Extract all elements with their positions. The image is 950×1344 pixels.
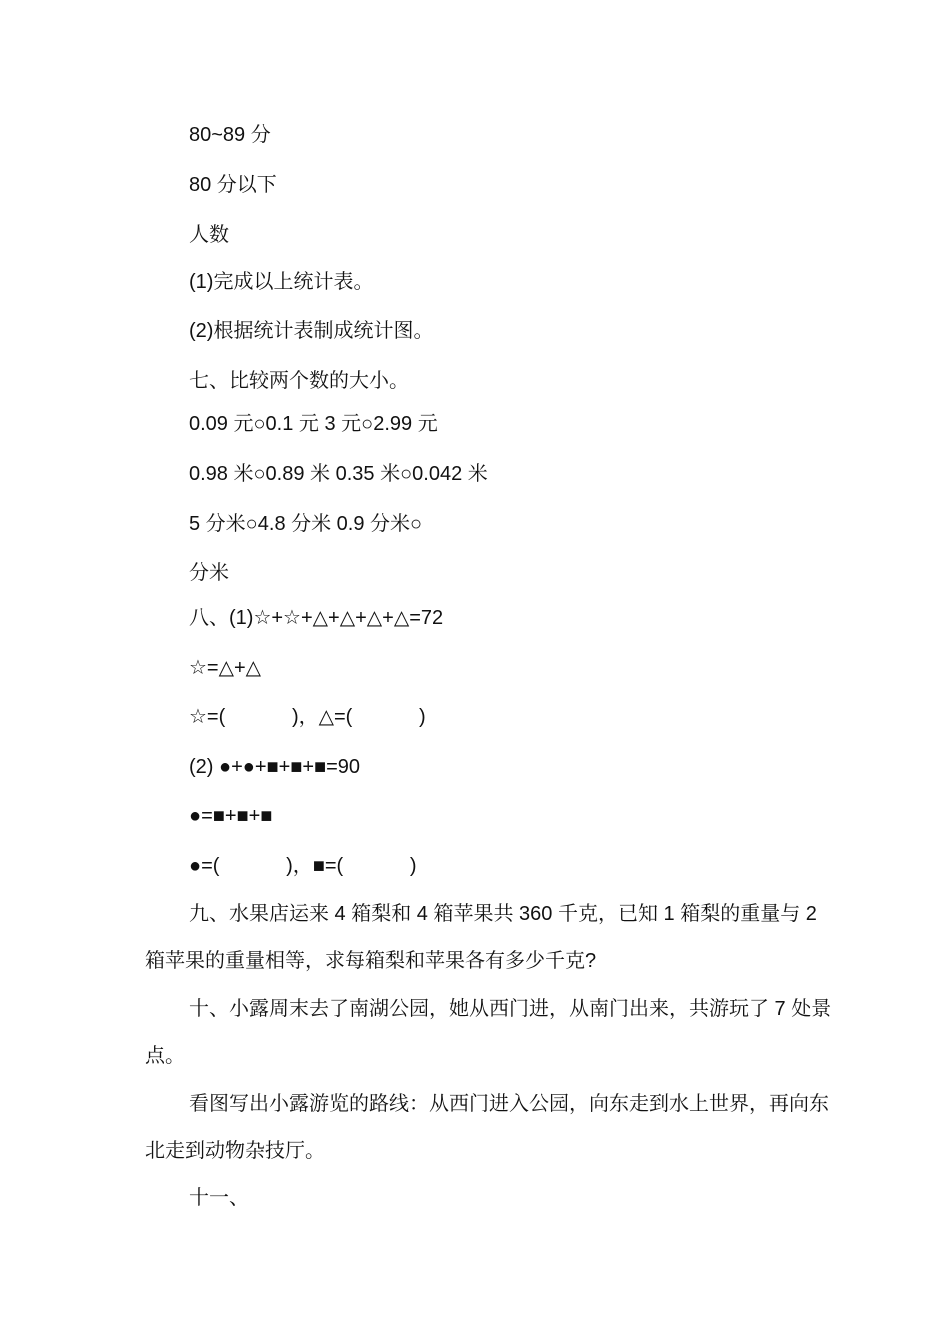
compare-yuan-row: 0.09 元○0.1 元 3 元○2.99 元 [189,413,438,435]
people-count-label: 人数 [189,224,229,246]
score-range-below-80: 80 分以下 [189,174,277,196]
section-8-equation-2: (2) ●+●+■+■+■=90 [189,756,361,778]
circle-square-relation: ●=■+■+■ [189,805,273,827]
section-7-heading: 七、比较两个数的大小。 [189,370,409,392]
section-8-equation-1: 八、(1)☆+☆+△+△+△+△=72 [189,607,444,629]
star-triangle-relation: ☆=△+△ [189,657,262,679]
score-range-80-89: 80~89 分 [189,124,271,146]
section-11-heading: 十一、 [189,1187,249,1209]
section-9-problem: 九、水果店运来 4 箱梨和 4 箱苹果共 360 千克，已知 1 箱梨的重量与 2 箱苹果的重量相等，求每箱梨和苹果各有多少千克? [145,903,817,972]
compare-meter-row: 0.98 米○0.89 米 0.35 米○0.042 米 [189,463,488,485]
section-10-problem: 十、小露周末去了南湖公园，她从西门进，从南门出来，共游玩了 7 处景点。 [145,998,832,1067]
task-make-chart: (2)根据统计表制成统计图。 [189,320,434,342]
task-complete-table: (1)完成以上统计表。 [189,271,374,293]
compare-decimeter-row: 5 分米○4.8 分米 0.9 分米○ [189,513,423,535]
star-triangle-answer: ☆=( )，△=( ) [189,706,426,728]
route-description: 看图写出小露游览的路线：从西门进入公园，向东走到水上世界，再向东北走到动物杂技厅。 [145,1093,829,1162]
circle-square-answer: ●=( )，■=( ) [189,855,417,877]
decimeter-unit: 分米 [189,562,229,584]
